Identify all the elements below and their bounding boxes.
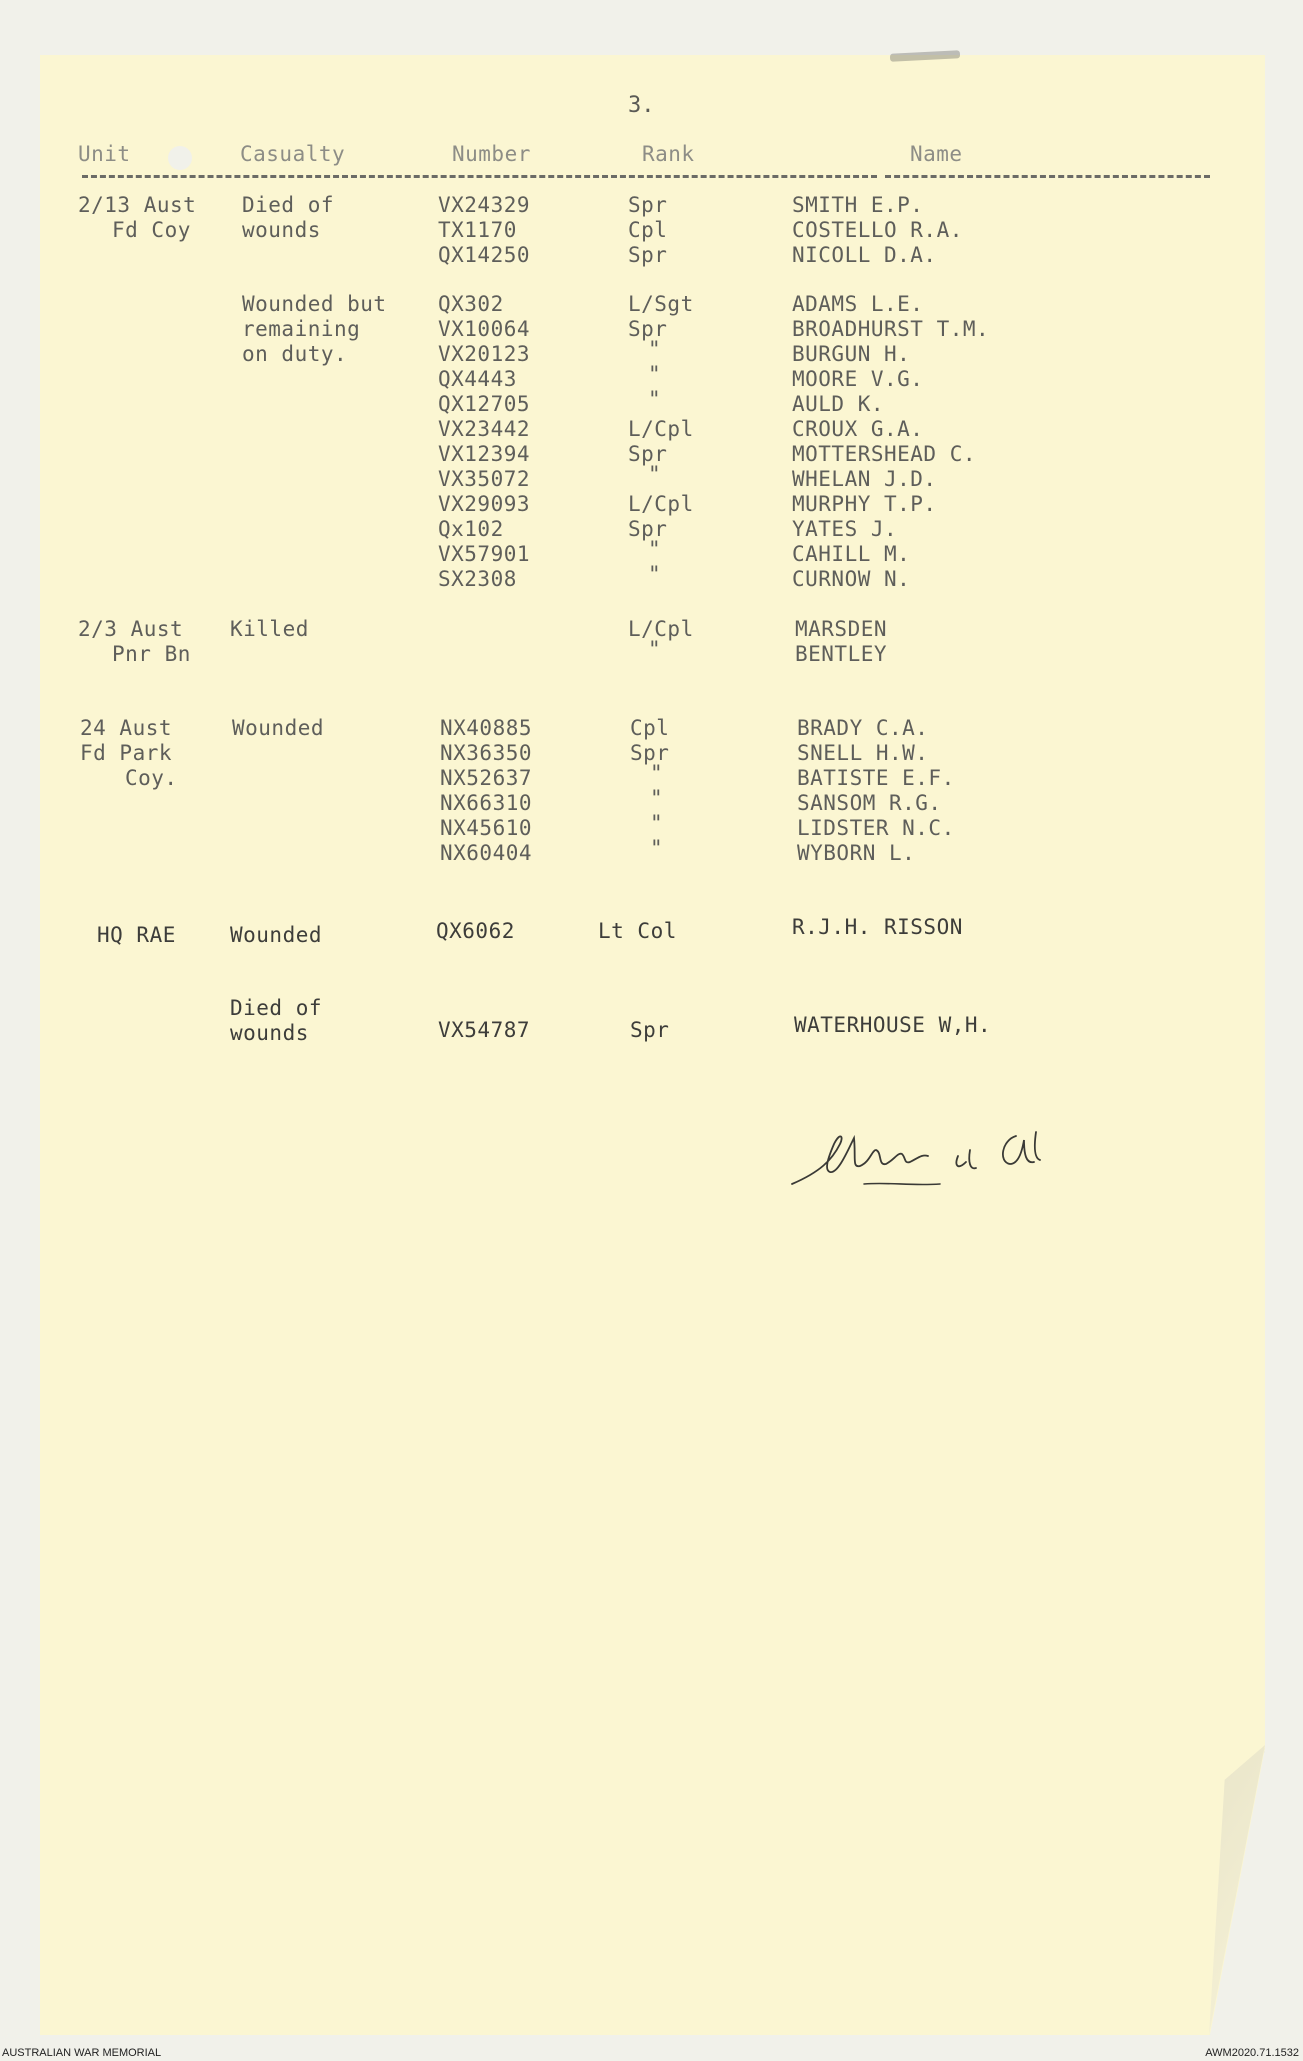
row-rank: L/Cpl: [628, 417, 694, 441]
row-name: CURNOW N.: [792, 567, 911, 591]
row-number: VX23442: [438, 417, 531, 441]
row-name: MOTTERSHEAD C.: [792, 442, 977, 466]
row-number: VX20123: [438, 342, 531, 366]
row-number: NX66310: [440, 791, 533, 815]
row-name: MOORE V.G.: [792, 367, 924, 391]
row-rank: ": [648, 537, 662, 561]
footer-accession-number: AWM2020.71.1532: [1205, 2047, 1299, 2059]
row-name: BENTLEY: [795, 642, 888, 666]
row-name: MURPHY T.P.: [792, 492, 937, 516]
unit-label-line: 2/13 Aust: [78, 193, 197, 217]
row-rank: ": [648, 637, 662, 661]
header-unit: Unit: [78, 142, 131, 166]
casualty-label-line: on duty.: [242, 342, 348, 366]
unit-label-line: Fd Coy: [112, 218, 191, 242]
row-name: SANSOM R.G.: [797, 791, 942, 815]
row-name: WHELAN J.D.: [792, 467, 937, 491]
unit-label-line: Pnr Bn: [112, 642, 191, 666]
row-number: VX24329: [438, 193, 531, 217]
header-rule-right: [885, 175, 1210, 178]
row-number: QX302: [438, 292, 504, 316]
row-number: NX45610: [440, 816, 533, 840]
casualty-label-line: Killed: [230, 617, 309, 641]
row-number: VX12394: [438, 442, 531, 466]
header-number: Number: [452, 142, 531, 166]
casualty-label-line: Wounded but: [242, 292, 387, 316]
row-name: ADAMS L.E.: [792, 292, 924, 316]
row-name: BATISTE E.F.: [797, 766, 955, 790]
unit-label-line: HQ RAE: [97, 923, 176, 947]
row-rank: Spr: [628, 193, 668, 217]
row-rank: Lt Col: [598, 919, 677, 943]
row-rank: L/Sgt: [628, 292, 694, 316]
signature-image: [790, 1110, 1110, 1200]
header-name: Name: [910, 142, 963, 166]
header-rule-left: [82, 175, 877, 178]
casualty-label-line: Died of: [242, 193, 335, 217]
row-rank: ": [650, 811, 664, 835]
row-rank: ": [648, 387, 662, 411]
row-name: WYBORN L.: [797, 841, 916, 865]
row-name: COSTELLO R.A.: [792, 218, 963, 242]
row-rank: ": [650, 786, 664, 810]
row-number: NX60404: [440, 841, 533, 865]
row-number: VX10064: [438, 317, 531, 341]
row-rank: Spr: [628, 517, 668, 541]
row-number: NX36350: [440, 741, 533, 765]
casualty-label-line: remaining: [242, 317, 361, 341]
unit-label-line: Fd Park: [80, 741, 173, 765]
row-name: NICOLL D.A.: [792, 243, 937, 267]
casualty-label-line: wounds: [242, 218, 321, 242]
row-rank: L/Cpl: [628, 617, 694, 641]
footer-institution: AUSTRALIAN WAR MEMORIAL: [2, 2047, 162, 2059]
casualty-label-line: wounds: [230, 1021, 309, 1045]
row-name: CAHILL M.: [792, 542, 911, 566]
row-name: BRADY C.A.: [797, 716, 929, 740]
row-rank: ": [650, 836, 664, 860]
row-rank: L/Cpl: [628, 492, 694, 516]
row-number: QX12705: [438, 392, 531, 416]
row-number: SX2308: [438, 567, 517, 591]
row-rank: Spr: [628, 442, 668, 466]
page-number: 3.: [628, 93, 655, 118]
row-name: LIDSTER N.C.: [797, 816, 955, 840]
row-name: YATES J.: [792, 517, 898, 541]
row-name: WATERHOUSE W,H.: [794, 1013, 992, 1037]
row-rank: Cpl: [630, 716, 670, 740]
row-rank: ": [648, 462, 662, 486]
row-name: R.J.H. RISSON: [792, 915, 963, 939]
row-rank: Spr: [628, 243, 668, 267]
row-rank: Spr: [630, 1018, 670, 1042]
row-number: VX35072: [438, 467, 531, 491]
unit-label-line: Coy.: [125, 766, 178, 790]
row-rank: ": [648, 362, 662, 386]
row-number: VX29093: [438, 492, 531, 516]
row-name: CROUX G.A.: [792, 417, 924, 441]
header-rank: Rank: [642, 142, 695, 166]
row-number: NX52637: [440, 766, 533, 790]
casualty-label-line: Wounded: [230, 923, 323, 947]
row-name: MARSDEN: [795, 617, 888, 641]
casualty-label-line: Wounded: [232, 716, 325, 740]
header-casualty: Casualty: [240, 142, 346, 166]
row-number: QX4443: [438, 367, 517, 391]
row-rank: Spr: [628, 317, 668, 341]
casualty-label-line: Died of: [230, 996, 323, 1020]
row-name: BURGUN H.: [792, 342, 911, 366]
row-rank: ": [648, 337, 662, 361]
row-name: SNELL H.W.: [797, 741, 929, 765]
row-name: SMITH E.P.: [792, 193, 924, 217]
row-number: NX40885: [440, 716, 533, 740]
row-name: AULD K.: [792, 392, 885, 416]
row-number: VX57901: [438, 542, 531, 566]
row-number: QX14250: [438, 243, 531, 267]
row-number: TX1170: [438, 218, 517, 242]
punch-hole: [168, 146, 192, 170]
row-number: QX6062: [436, 919, 515, 943]
row-rank: Spr: [630, 741, 670, 765]
row-number: Qx102: [438, 517, 504, 541]
row-name: BROADHURST T.M.: [792, 317, 990, 341]
row-rank: Cpl: [628, 218, 668, 242]
row-number: VX54787: [438, 1018, 531, 1042]
row-rank: ": [650, 761, 664, 785]
unit-label-line: 24 Aust: [80, 716, 173, 740]
row-rank: ": [648, 562, 662, 586]
unit-label-line: 2/3 Aust: [78, 617, 184, 641]
